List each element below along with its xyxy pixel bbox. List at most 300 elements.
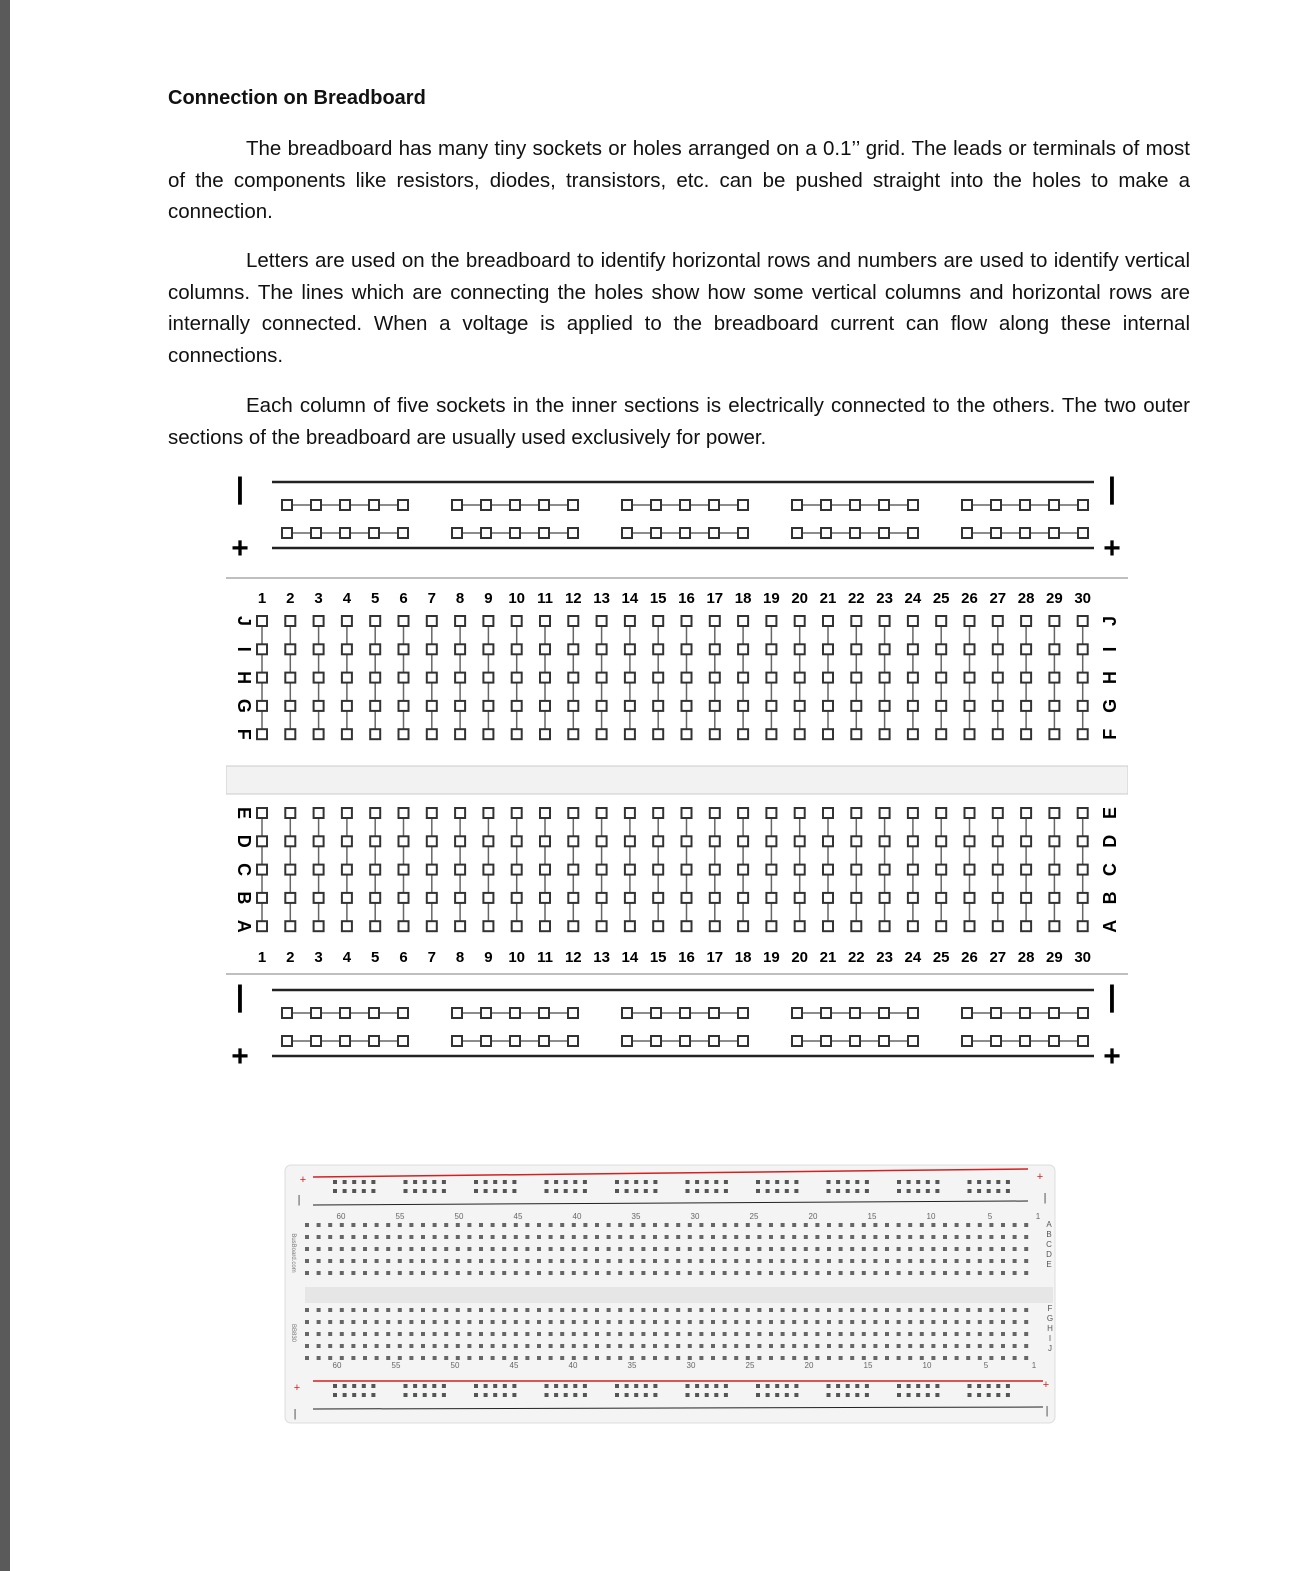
top-terminal-hole — [993, 729, 1003, 739]
top-terminal-hole — [965, 616, 975, 626]
top-terminal-hole — [815, 1247, 819, 1251]
bottom-rail-hole — [695, 1393, 699, 1397]
bottom-rail-rail-hole — [622, 1008, 632, 1018]
top-terminal-hole — [641, 1271, 645, 1275]
bottom-terminal-hole — [597, 865, 607, 875]
column-number-top: 23 — [876, 590, 893, 607]
bottom-terminal-hole — [386, 1308, 390, 1312]
bottom-rail-hole — [545, 1393, 549, 1397]
bottom-terminal-hole — [781, 1320, 785, 1324]
top-terminal-hole — [386, 1223, 390, 1227]
bottom-terminal-hole — [966, 1356, 970, 1360]
bottom-terminal-hole — [340, 1344, 344, 1348]
top-terminal-hole — [595, 1223, 599, 1227]
bottom-terminal-hole — [873, 1332, 877, 1336]
top-terminal-hole — [653, 1271, 657, 1275]
top-terminal-hole — [568, 673, 578, 683]
top-rail-hole — [714, 1180, 718, 1184]
bottom-rail-hole — [695, 1384, 699, 1388]
bottom-terminal-hole — [682, 865, 692, 875]
top-terminal-hole — [746, 1271, 750, 1275]
bottom-terminal-hole — [641, 1308, 645, 1312]
bottom-terminal-hole — [966, 1344, 970, 1348]
bottom-terminal-hole — [630, 1320, 634, 1324]
bottom-terminal-hole — [483, 893, 493, 903]
top-rail-rail-hole — [792, 500, 802, 510]
column-number-top: 12 — [564, 590, 582, 607]
top-terminal-hole — [595, 1271, 599, 1275]
bottom-terminal-hole — [595, 1356, 599, 1360]
bottom-rail-rail-hole — [680, 1036, 690, 1046]
bottom-terminal-hole — [653, 1344, 657, 1348]
top-terminal-hole — [479, 1223, 483, 1227]
top-terminal-hole — [885, 1247, 889, 1251]
top-terminal-hole — [421, 1259, 425, 1263]
bottom-rail-hole — [512, 1384, 516, 1388]
top-terminal-hole — [1078, 644, 1088, 654]
top-terminal-hole — [699, 1247, 703, 1251]
column-number-bottom: 3 — [314, 949, 323, 966]
top-terminal-hole — [597, 673, 607, 683]
top-terminal-hole — [540, 673, 550, 683]
bottom-terminal-hole — [665, 1332, 669, 1336]
top-terminal-hole — [781, 1259, 785, 1263]
bottom-terminal-hole — [682, 836, 692, 846]
top-terminal-hole — [427, 701, 437, 711]
bottom-terminal-hole — [549, 1308, 553, 1312]
bottom-terminal-hole — [512, 836, 522, 846]
top-terminal-hole — [549, 1271, 553, 1275]
bottom-terminal-hole — [386, 1320, 390, 1324]
top-rail-hole — [705, 1189, 709, 1193]
bottom-terminal-hole — [351, 1308, 355, 1312]
bottom-terminal-hole — [850, 1320, 854, 1324]
bottom-rail-hole — [977, 1384, 981, 1388]
top-terminal-hole — [398, 1223, 402, 1227]
top-terminal-hole — [936, 701, 946, 711]
bottom-rail-hole — [836, 1384, 840, 1388]
top-rail-hole — [926, 1189, 930, 1193]
bottom-terminal-hole — [427, 836, 437, 846]
bottom-terminal-hole — [711, 1308, 715, 1312]
bottom-rail-hole — [705, 1393, 709, 1397]
top-rail-hole — [785, 1189, 789, 1193]
row-letter: C — [1046, 1240, 1052, 1249]
bottom-terminal-hole — [850, 1308, 854, 1312]
top-terminal-hole — [665, 1271, 669, 1275]
top-terminal-hole — [710, 673, 720, 683]
top-terminal-hole — [850, 1247, 854, 1251]
top-rail-rail-hole — [311, 528, 321, 538]
bottom-terminal-hole — [795, 836, 805, 846]
bottom-terminal-hole — [514, 1308, 518, 1312]
bottom-terminal-hole — [512, 808, 522, 818]
column-number-bottom: 11 — [537, 949, 553, 966]
top-terminal-hole — [1024, 1259, 1028, 1263]
column-number-bottom: 17 — [706, 949, 724, 966]
top-terminal-hole — [328, 1259, 332, 1263]
top-terminal-hole — [823, 673, 833, 683]
top-terminal-hole — [433, 1235, 437, 1239]
section-heading: Connection on Breadboard — [168, 87, 426, 109]
bottom-terminal-hole — [607, 1320, 611, 1324]
top-terminal-hole — [851, 673, 861, 683]
column-label-top: 50 — [454, 1212, 464, 1221]
top-terminal-hole — [1013, 1271, 1017, 1275]
top-terminal-hole — [699, 1259, 703, 1263]
top-rail-rail-hole — [651, 528, 661, 538]
bottom-rail-hole — [827, 1384, 831, 1388]
top-terminal-hole — [710, 701, 720, 711]
top-terminal-hole — [479, 1235, 483, 1239]
top-rail-hole — [573, 1180, 577, 1184]
top-rail-hole — [545, 1180, 549, 1184]
bottom-terminal-hole — [766, 893, 776, 903]
column-label-top: 30 — [690, 1212, 700, 1221]
top-terminal-hole — [340, 1247, 344, 1251]
bottom-terminal-hole — [305, 1344, 309, 1348]
top-terminal-hole — [328, 1235, 332, 1239]
top-terminal-hole — [257, 673, 267, 683]
bottom-terminal-hole — [993, 865, 1003, 875]
bottom-terminal-hole — [537, 1344, 541, 1348]
bottom-rail-hole — [996, 1384, 1000, 1388]
top-rail-hole — [987, 1180, 991, 1184]
bottom-terminal-hole — [792, 1356, 796, 1360]
top-terminal-hole — [1049, 673, 1059, 683]
top-terminal-hole — [351, 1271, 355, 1275]
top-rail-hole — [756, 1180, 760, 1184]
bottom-terminal-hole — [317, 1320, 321, 1324]
top-terminal-hole — [676, 1247, 680, 1251]
bottom-terminal-hole — [734, 1332, 738, 1336]
bottom-terminal-hole — [583, 1344, 587, 1348]
bottom-rail-hole — [926, 1384, 930, 1388]
top-terminal-hole — [955, 1223, 959, 1227]
bottom-terminal-hole — [989, 1320, 993, 1324]
top-rail-plus-label-left: + — [231, 532, 249, 565]
top-terminal-hole — [483, 729, 493, 739]
bottom-terminal-hole — [317, 1344, 321, 1348]
bottom-terminal-hole — [989, 1356, 993, 1360]
bottom-terminal-hole — [560, 1344, 564, 1348]
top-rail-hole — [977, 1189, 981, 1193]
minus-marker: | — [297, 1194, 301, 1206]
bottom-terminal-hole — [1021, 893, 1031, 903]
top-terminal-hole — [483, 701, 493, 711]
top-terminal-hole — [370, 644, 380, 654]
column-number-bottom: 2 — [286, 949, 295, 966]
top-terminal-hole — [502, 1271, 506, 1275]
bottom-rail-hole — [794, 1393, 798, 1397]
bottom-rail-plus-label-left: + — [231, 1040, 249, 1073]
column-number-top: 27 — [989, 590, 1007, 607]
bottom-rail-rail-hole — [709, 1008, 719, 1018]
bottom-rail-hole — [916, 1384, 920, 1388]
top-terminal-hole — [734, 1247, 738, 1251]
top-rail-hole — [573, 1189, 577, 1193]
bottom-terminal-hole — [398, 1320, 402, 1324]
top-terminal-hole — [305, 1235, 309, 1239]
model-text: BB830 — [290, 1323, 296, 1343]
column-number-top: 3 — [314, 590, 323, 607]
bottom-terminal-hole — [955, 1332, 959, 1336]
bottom-terminal-hole — [597, 921, 607, 931]
top-terminal-hole — [386, 1271, 390, 1275]
top-terminal-hole — [839, 1235, 843, 1239]
top-terminal-hole — [595, 1259, 599, 1263]
top-terminal-hole — [1049, 701, 1059, 711]
bottom-rail-rail-hole — [1049, 1036, 1059, 1046]
top-terminal-hole — [965, 673, 975, 683]
bottom-terminal-hole — [699, 1308, 703, 1312]
bottom-terminal-hole — [502, 1344, 506, 1348]
bottom-terminal-hole — [340, 1320, 344, 1324]
top-terminal-hole — [989, 1223, 993, 1227]
top-terminal-hole — [399, 701, 409, 711]
bottom-terminal-hole — [757, 1332, 761, 1336]
top-terminal-hole — [340, 1259, 344, 1263]
bottom-terminal-hole — [618, 1332, 622, 1336]
bottom-terminal-hole — [625, 808, 635, 818]
top-terminal-hole — [931, 1259, 935, 1263]
bottom-rail-rail-hole — [738, 1008, 748, 1018]
top-terminal-hole — [514, 1271, 518, 1275]
bottom-terminal-hole — [572, 1356, 576, 1360]
bottom-terminal-hole — [456, 1356, 460, 1360]
top-terminal-hole — [769, 1235, 773, 1239]
top-terminal-hole — [792, 1223, 796, 1227]
top-terminal-hole — [491, 1235, 495, 1239]
top-terminal-hole — [328, 1223, 332, 1227]
top-terminal-row-label-left: J — [234, 615, 254, 627]
top-terminal-hole — [873, 1271, 877, 1275]
bottom-terminal-hole — [723, 1344, 727, 1348]
top-terminal-hole — [630, 1223, 634, 1227]
bottom-rail-rail-hole — [709, 1036, 719, 1046]
bottom-terminal-hole — [427, 921, 437, 931]
bottom-terminal-hole — [653, 1320, 657, 1324]
column-label-bottom: 50 — [450, 1361, 460, 1370]
column-number-top: 30 — [1074, 590, 1092, 607]
bottom-rail-rail-hole — [568, 1008, 578, 1018]
paragraph-grid: The breadboard has many tiny sockets or holes arranged on a 0.1’’ grid. The leads or terminals of most of the components like resistors, diodes, transistors, etc. can be pushed straight into the holes to make a connection. — [168, 137, 1190, 223]
column-number-top: 24 — [904, 590, 922, 607]
top-rail-hole — [564, 1180, 568, 1184]
bottom-terminal-hole — [908, 808, 918, 818]
top-terminal-hole — [804, 1271, 808, 1275]
bottom-terminal-hole — [314, 893, 324, 903]
top-rail-rail-hole — [282, 528, 292, 538]
bottom-terminal-hole — [989, 1332, 993, 1336]
top-terminal-hole — [568, 729, 578, 739]
top-rail-rail-hole — [962, 500, 972, 510]
column-number-top: 25 — [932, 590, 950, 607]
bottom-terminal-hole — [851, 921, 861, 931]
bottom-terminal-hole — [746, 1344, 750, 1348]
bottom-terminal-hole — [993, 808, 1003, 818]
top-rail-hole — [512, 1189, 516, 1193]
bottom-terminal-hole — [989, 1344, 993, 1348]
top-terminal-hole — [965, 701, 975, 711]
top-terminal-hole — [595, 1235, 599, 1239]
top-terminal-hole — [880, 673, 890, 683]
bottom-terminal-hole — [804, 1356, 808, 1360]
top-rail-hole — [615, 1189, 619, 1193]
bottom-rail-hole — [634, 1393, 638, 1397]
bottom-terminal-hole — [370, 893, 380, 903]
top-terminal-hole — [514, 1223, 518, 1227]
top-terminal-hole — [317, 1259, 321, 1263]
bottom-terminal-hole — [456, 1332, 460, 1336]
top-terminal-hole — [851, 729, 861, 739]
bottom-terminal-hole — [769, 1356, 773, 1360]
bottom-terminal-hole — [711, 1320, 715, 1324]
bottom-terminal-hole — [965, 921, 975, 931]
bottom-terminal-hole — [641, 1320, 645, 1324]
bottom-terminal-hole — [549, 1344, 553, 1348]
top-terminal-hole — [421, 1247, 425, 1251]
top-terminal-hole — [257, 729, 267, 739]
bottom-terminal-hole — [966, 1308, 970, 1312]
top-rail-rail-hole — [340, 528, 350, 538]
bottom-rail-hole — [686, 1393, 690, 1397]
bottom-terminal-hole — [936, 836, 946, 846]
bottom-rail-rail-hole — [738, 1036, 748, 1046]
bottom-terminal-hole — [966, 1320, 970, 1324]
top-terminal-hole — [804, 1259, 808, 1263]
bottom-terminal-hole — [862, 1320, 866, 1324]
bottom-terminal-hole — [467, 1308, 471, 1312]
top-terminal-hole — [540, 701, 550, 711]
paragraph-rows-columns: Letters are used on the breadboard to identify horizontal rows and numbers are used to identify vertical columns. The lines which are connecting the holes show how some vertical columns and horizontal rows are internally connected. When a voltage is applied to the breadboard current can flow along these internal connections. — [168, 249, 1190, 367]
top-rail-hole — [583, 1189, 587, 1193]
bottom-terminal-hole — [839, 1332, 843, 1336]
bottom-terminal-hole — [540, 808, 550, 818]
top-terminal-hole — [1001, 1271, 1005, 1275]
bottom-terminal-hole — [409, 1344, 413, 1348]
bottom-rail-rail-hole — [908, 1036, 918, 1046]
bottom-rail-rail-hole — [651, 1036, 661, 1046]
bottom-rail-hole — [987, 1384, 991, 1388]
bottom-terminal-hole — [479, 1308, 483, 1312]
column-number-bottom: 18 — [734, 949, 752, 966]
top-terminal-hole — [885, 1223, 889, 1227]
column-number-bottom: 13 — [593, 949, 610, 966]
top-terminal-hole — [908, 729, 918, 739]
top-rail-rail-hole — [879, 528, 889, 538]
bottom-terminal-hole — [479, 1320, 483, 1324]
bottom-terminal-row-label-right: A — [1100, 919, 1120, 933]
bottom-rail-rail-hole — [452, 1036, 462, 1046]
top-rail-minus-label-right: | — [1107, 472, 1117, 505]
bottom-terminal-hole — [398, 1356, 402, 1360]
bottom-terminal-hole — [699, 1356, 703, 1360]
top-terminal-hole — [1021, 644, 1031, 654]
bottom-terminal-hole — [342, 836, 352, 846]
top-rail-hole — [785, 1180, 789, 1184]
bottom-rail-rail-hole — [1078, 1036, 1088, 1046]
top-terminal-hole — [1049, 616, 1059, 626]
bottom-rail-hole — [766, 1393, 770, 1397]
top-terminal-hole — [920, 1235, 924, 1239]
bottom-terminal-hole — [398, 1344, 402, 1348]
bottom-terminal-hole — [1021, 865, 1031, 875]
bottom-rail-hole — [855, 1384, 859, 1388]
top-terminal-hole — [897, 1259, 901, 1263]
top-rail-hole — [333, 1189, 337, 1193]
bottom-terminal-hole — [862, 1308, 866, 1312]
bottom-terminal-hole — [955, 1344, 959, 1348]
bottom-terminal-hole — [455, 921, 465, 931]
top-terminal-hole — [607, 1223, 611, 1227]
top-terminal-hole — [568, 616, 578, 626]
bottom-terminal-hole — [618, 1356, 622, 1360]
top-terminal-hole — [827, 1259, 831, 1263]
top-rail-rail-hole — [1049, 528, 1059, 538]
bottom-rail-hole — [785, 1393, 789, 1397]
bottom-rail-hole — [474, 1384, 478, 1388]
bottom-terminal-hole — [572, 1344, 576, 1348]
column-number-top: 6 — [399, 590, 408, 607]
top-terminal-hole — [641, 1235, 645, 1239]
top-terminal-hole — [792, 1259, 796, 1263]
bottom-terminal-hole — [512, 921, 522, 931]
column-label-bottom: 30 — [686, 1361, 696, 1370]
bottom-terminal-hole — [1021, 808, 1031, 818]
bottom-rail-hole — [484, 1384, 488, 1388]
bottom-terminal-hole — [583, 1308, 587, 1312]
bottom-rail-hole — [432, 1393, 436, 1397]
bottom-terminal-hole — [943, 1344, 947, 1348]
bottom-terminal-hole — [572, 1332, 576, 1336]
bottom-terminal-hole — [375, 1308, 379, 1312]
top-terminal-hole — [781, 1223, 785, 1227]
bottom-terminal-hole — [502, 1320, 506, 1324]
bottom-terminal-hole — [676, 1356, 680, 1360]
bottom-terminal-hole — [514, 1356, 518, 1360]
bottom-terminal-hole — [978, 1332, 982, 1336]
bottom-terminal-hole — [908, 836, 918, 846]
bottom-rail-hole — [564, 1393, 568, 1397]
bottom-rail-hole — [423, 1384, 427, 1388]
bottom-terminal-hole — [607, 1332, 611, 1336]
bottom-terminal-hole — [444, 1356, 448, 1360]
bottom-rail-hole — [865, 1384, 869, 1388]
top-terminal-hole — [491, 1247, 495, 1251]
bottom-terminal-hole — [827, 1344, 831, 1348]
bottom-terminal-hole — [444, 1320, 448, 1324]
bottom-terminal-hole — [897, 1320, 901, 1324]
top-terminal-hole — [989, 1247, 993, 1251]
top-rail-hole — [756, 1189, 760, 1193]
bottom-terminal-hole — [572, 1308, 576, 1312]
column-label-bottom: 40 — [568, 1361, 578, 1370]
top-terminal-hole — [823, 701, 833, 711]
top-terminal-hole — [483, 616, 493, 626]
bottom-terminal-hole — [653, 893, 663, 903]
bottom-rail-hole — [916, 1393, 920, 1397]
bottom-terminal-hole — [370, 836, 380, 846]
top-terminal-hole — [572, 1271, 576, 1275]
bottom-terminal-hole — [804, 1332, 808, 1336]
bottom-rail-rail-hole — [340, 1008, 350, 1018]
bottom-terminal-hole — [285, 865, 295, 875]
bottom-terminal-hole — [351, 1356, 355, 1360]
bottom-rail-hole — [968, 1393, 972, 1397]
bottom-rail-hole — [352, 1384, 356, 1388]
column-label-bottom: 25 — [745, 1361, 755, 1370]
